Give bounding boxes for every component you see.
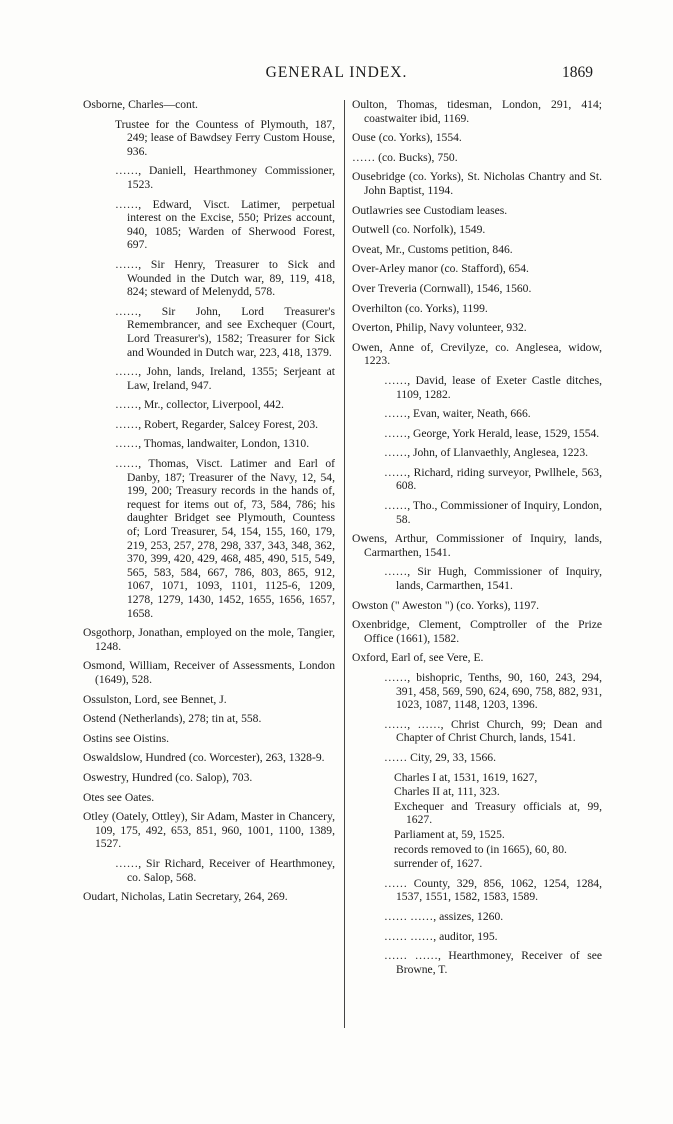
index-entry: ……, Mr., collector, Liverpool, 442. [115,398,284,412]
index-entry: Trustee for the Countess of Plymouth, 187, 249; lease of Bawdsey Ferry Custom House, 936. [115,117,335,158]
index-entry: ……, bishopric, Tenths, 90, 160, 243, 294, 391, 458, 569, 590, 624, 690, 758, 882, 931, 1023, 1087, 1148, 1203, 1396. [384,671,602,712]
index-entry: Charles II at, 111, 323. [394,785,500,799]
index-entry: Parliament at, 59, 1525. [394,827,505,841]
index-entry: ……, Edward, Visct. Latimer, perpetual interest on the Excise, 550; Prizes account, 940, 1085; Warden of Sherwood Forest, 697. [115,197,335,252]
index-entry: ……, Thomas, landwaiter, London, 1310. [115,437,310,451]
index-entry: records removed to (in 1665), 60, 80. [394,842,567,856]
right-column [352,98,602,982]
index-entry: Osmond, William, Receiver of Assessments, London (1649), 528. [83,659,335,686]
index-entry: Owen, Anne of, Crevilyze, co. Anglesea, widow, 1223. [352,340,602,368]
index-entry: …… (co. Bucks), 750. [352,150,458,164]
index-entry: …… ……, auditor, 195. [384,929,498,943]
index-entry: ……, John, lands, Ireland, 1355; Serjeant at Law, Ireland, 947. [115,365,335,392]
index-entry: …… City, 29, 33, 1566. [384,750,496,764]
index-entry: Osborne, Charles—cont. [83,98,198,111]
index-entry: ……, David, lease of Exeter Castle ditches, 1109, 1282. [384,373,602,401]
index-entry: Oswestry, Hundred (co. Salop), 703. [83,770,253,784]
index-entry: Otley (Oately, Ottley), Sir Adam, Master in Chancery, 109, 175, 492, 653, 851, 960, 1001, 1100, 1389, 1527. [83,810,335,851]
index-entry: ……, Tho., Commissioner of Inquiry, London, 58. [384,499,602,526]
index-entry: ……, Sir Henry, Treasurer to Sick and Wounded in the Dutch war, 89, 119, 418, 824; steward of Melenydd, 578. [115,257,335,299]
index-entry: Owens, Arthur, Commissioner of Inquiry, lands, Carmarthen, 1541. [352,532,602,559]
index-entry: Oswaldslow, Hundred (co. Worcester), 263, 1328-9. [83,751,325,765]
page-number: 1869 [562,64,593,81]
index-entry: ……, Thomas, Visct. Latimer and Earl of Danby, 187; Treasurer of the Navy, 12, 54, 199, 200; Treasury records in the hands of, request for items out of, 73, 584, 786; his daughter Bridget see Plymouth, Countess of; Lord Treasurer, 54, 154, 155, 160, 179, 219, 253, 257, 278, 298, 337, 343, 348, 362, 370, 399, 420, 429, 468, 485, 490, 515, 549, 565, 583, 584, 667, 786, 803, 865, 912, 1067, 1071, 1093, 1101, 1125-6, 1209, 1278, 1279, 1430, 1452, 1655, 1656, 1657, 1658. [115,457,335,620]
index-entry: Otes see Oates. [83,790,155,804]
index-entry: …… County, 329, 856, 1062, 1254, 1284, 1537, 1551, 1582, 1583, 1589. [384,876,602,904]
index-entry: surrender of, 1627. [394,857,483,871]
index-entry: Overton, Philip, Navy volunteer, 932. [352,321,527,335]
running-title: GENERAL INDEX. [265,64,408,81]
index-entry: Ossulston, Lord, see Bennet, J. [83,692,227,706]
index-entry: Ostend (Netherlands), 278; tin at, 558. [83,712,262,726]
index-entry: Oudart, Nicholas, Latin Secretary, 264, 269. [83,890,288,904]
index-entry: ……, Evan, waiter, Neath, 666. [384,407,531,421]
index-entry: ……, Sir Hugh, Commissioner of Inquiry, lands, Carmarthen, 1541. [384,565,602,593]
index-entry: ……, Sir Richard, Receiver of Hearthmoney, co. Salop, 568. [115,856,335,884]
index-entry: Exchequer and Treasury officials at, 99, 1627. [394,799,602,827]
index-entry: Ouse (co. Yorks), 1554. [352,131,462,145]
index-entry: Overhilton (co. Yorks), 1199. [352,301,488,315]
index-entry: Outlawries see Custodiam leases. [352,203,508,217]
index-entry: ……, George, York Herald, lease, 1529, 1554. [384,426,600,440]
index-entry: Oulton, Thomas, tidesman, London, 291, 414; coastwaiter ibid, 1169. [352,98,602,125]
index-entry: Ousebridge (co. Yorks), St. Nicholas Chantry and St. John Baptist, 1194. [352,170,602,197]
column-divider [344,100,345,1028]
left-column [83,98,335,910]
index-entry: Over Treveria (Cornwall), 1546, 1560. [352,281,532,295]
index-entry: Over-Arley manor (co. Stafford), 654. [352,262,529,276]
index-entry: …… ……, assizes, 1260. [384,909,504,923]
index-entry: Ostins see Oistins. [83,731,169,745]
index-entry: Charles I at, 1531, 1619, 1627, [394,770,538,784]
page-header [0,64,673,84]
index-entry: Owston (" Aweston ") (co. Yorks), 1197. [352,598,540,612]
index-entry: ……, John, of Llanvaethly, Anglesea, 1223. [384,446,589,460]
index-entry: ……, Robert, Regarder, Salcey Forest, 203. [115,417,319,431]
index-entry: ……, Richard, riding surveyor, Pwllhele, 563, 608. [384,465,602,493]
index-entry: ……, ……, Christ Church, 99; Dean and Chapter of Christ Church, lands, 1541. [384,717,602,745]
index-entry: Oxford, Earl of, see Vere, E. [352,651,484,665]
index-entry: Oveat, Mr., Customs petition, 846. [352,242,513,256]
index-entry: …… ……, Hearthmoney, Receiver of see Browne, T. [384,949,602,976]
index-entry: Osgothorp, Jonathan, employed on the mole, Tangier, 1248. [83,626,335,653]
index-entry: Oxenbridge, Clement, Comptroller of the Prize Office (1661), 1582. [352,618,602,645]
index-entry: ……, Sir John, Lord Treasurer's Remembrancer, and see Exchequer (Court, Lord Treasurer's), 1582; Treasurer for Sick and Wounded in Dutch war, 223, 418, 1379. [115,304,335,359]
index-entry: Outwell (co. Norfolk), 1549. [352,223,486,237]
index-entry: ……, Daniell, Hearthmoney Commissioner, 1523. [115,164,335,191]
